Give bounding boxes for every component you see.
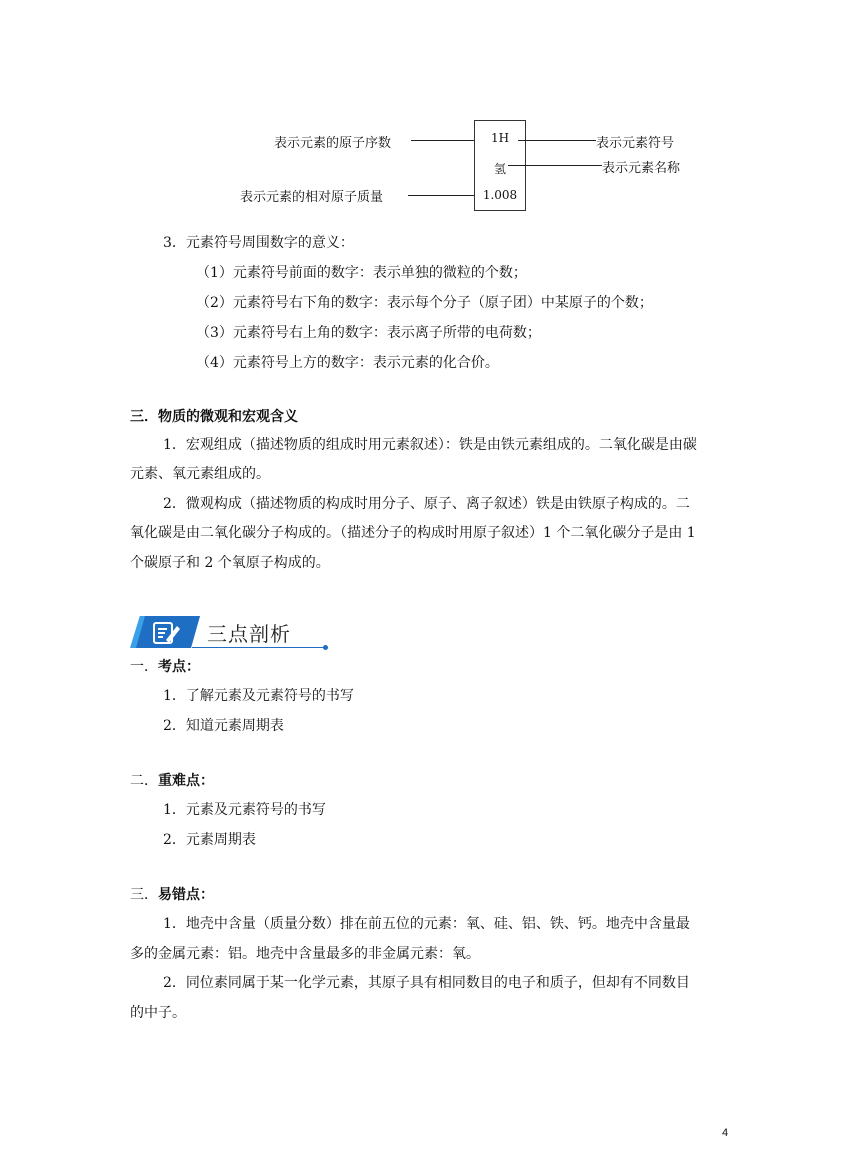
- kaodian-heading: 一．考点：: [130, 659, 200, 675]
- element-number-symbol: 1H: [490, 131, 510, 145]
- paragraph-line: 多的金属元素：铝。地壳中含量最多的非金属元素：氧。: [130, 946, 480, 962]
- list-item: 2．知道元素周期表: [163, 718, 284, 734]
- list-item: 1．了解元素及元素符号的书写: [163, 688, 354, 704]
- yicuo-heading: 三．易错点：: [130, 887, 214, 903]
- notepad-pencil-icon: [152, 620, 182, 646]
- atomic-number-label: 表示元素的原子序数: [274, 136, 392, 151]
- element-name: 氢: [493, 162, 506, 176]
- list-item: （1）元素符号前面的数字：表示单独的微粒的个数；: [196, 265, 527, 281]
- section-banner: [130, 612, 330, 652]
- symbol-pointer: [518, 140, 596, 141]
- section-3-heading: 3．元素符号周围数字的意义：: [163, 235, 354, 251]
- paragraph-line: 1．宏观组成（描述物质的组成时用元素叙述）：铁是由铁元素组成的。二氧化碳是由碳: [163, 437, 697, 453]
- paragraph-line: 2．同位素同属于某一化学元素，其原子具有相同数目的电子和质子，但却有不同数目: [163, 975, 690, 991]
- list-item: 1．元素及元素符号的书写: [163, 802, 326, 818]
- meaning-heading: 三．物质的微观和宏观含义: [130, 409, 298, 425]
- list-item: （4）元素符号上方的数字：表示元素的化合价。: [196, 355, 499, 371]
- symbol-label: 表示元素符号: [596, 136, 675, 151]
- paragraph-line: 个碳原子和 2 个氧原子构成的。: [130, 555, 330, 571]
- banner-underline: [192, 647, 327, 648]
- paragraph-line: 1．地壳中含量（质量分数）排在前五位的元素：氧、硅、铝、铁、钙。地壳中含量最: [163, 916, 690, 932]
- name-pointer: [508, 165, 602, 166]
- list-item: （2）元素符号右下角的数字：表示每个分子（原子团）中某原子的个数；: [196, 295, 653, 311]
- paragraph-line: 的中子。: [130, 1005, 186, 1021]
- name-label: 表示元素名称: [602, 161, 681, 176]
- element-mass: 1.008: [482, 188, 518, 202]
- zhongnan-heading: 二．重难点：: [130, 773, 214, 789]
- atomic-number-pointer: [411, 140, 474, 141]
- relative-mass-pointer: [408, 195, 474, 196]
- paragraph-line: 氧化碳是由二氧化碳分子构成的。（描述分子的构成时用原子叙述）1 个二氧化碳分子是由 1: [130, 525, 696, 541]
- element-card-diagram: [230, 118, 700, 213]
- paragraph-line: 2．微观构成（描述物质的构成时用分子、原子、离子叙述）铁是由铁原子构成的。二: [163, 496, 690, 512]
- list-item: 2．元素周期表: [163, 832, 256, 848]
- relative-mass-label: 表示元素的相对原子质量: [240, 190, 384, 205]
- list-item: （3）元素符号右上角的数字：表示离子所带的电荷数；: [196, 325, 541, 341]
- banner-title: 三点剖析: [207, 622, 291, 646]
- page-number: 4: [722, 1127, 729, 1139]
- paragraph-line: 元素、氧元素组成的。: [130, 466, 270, 482]
